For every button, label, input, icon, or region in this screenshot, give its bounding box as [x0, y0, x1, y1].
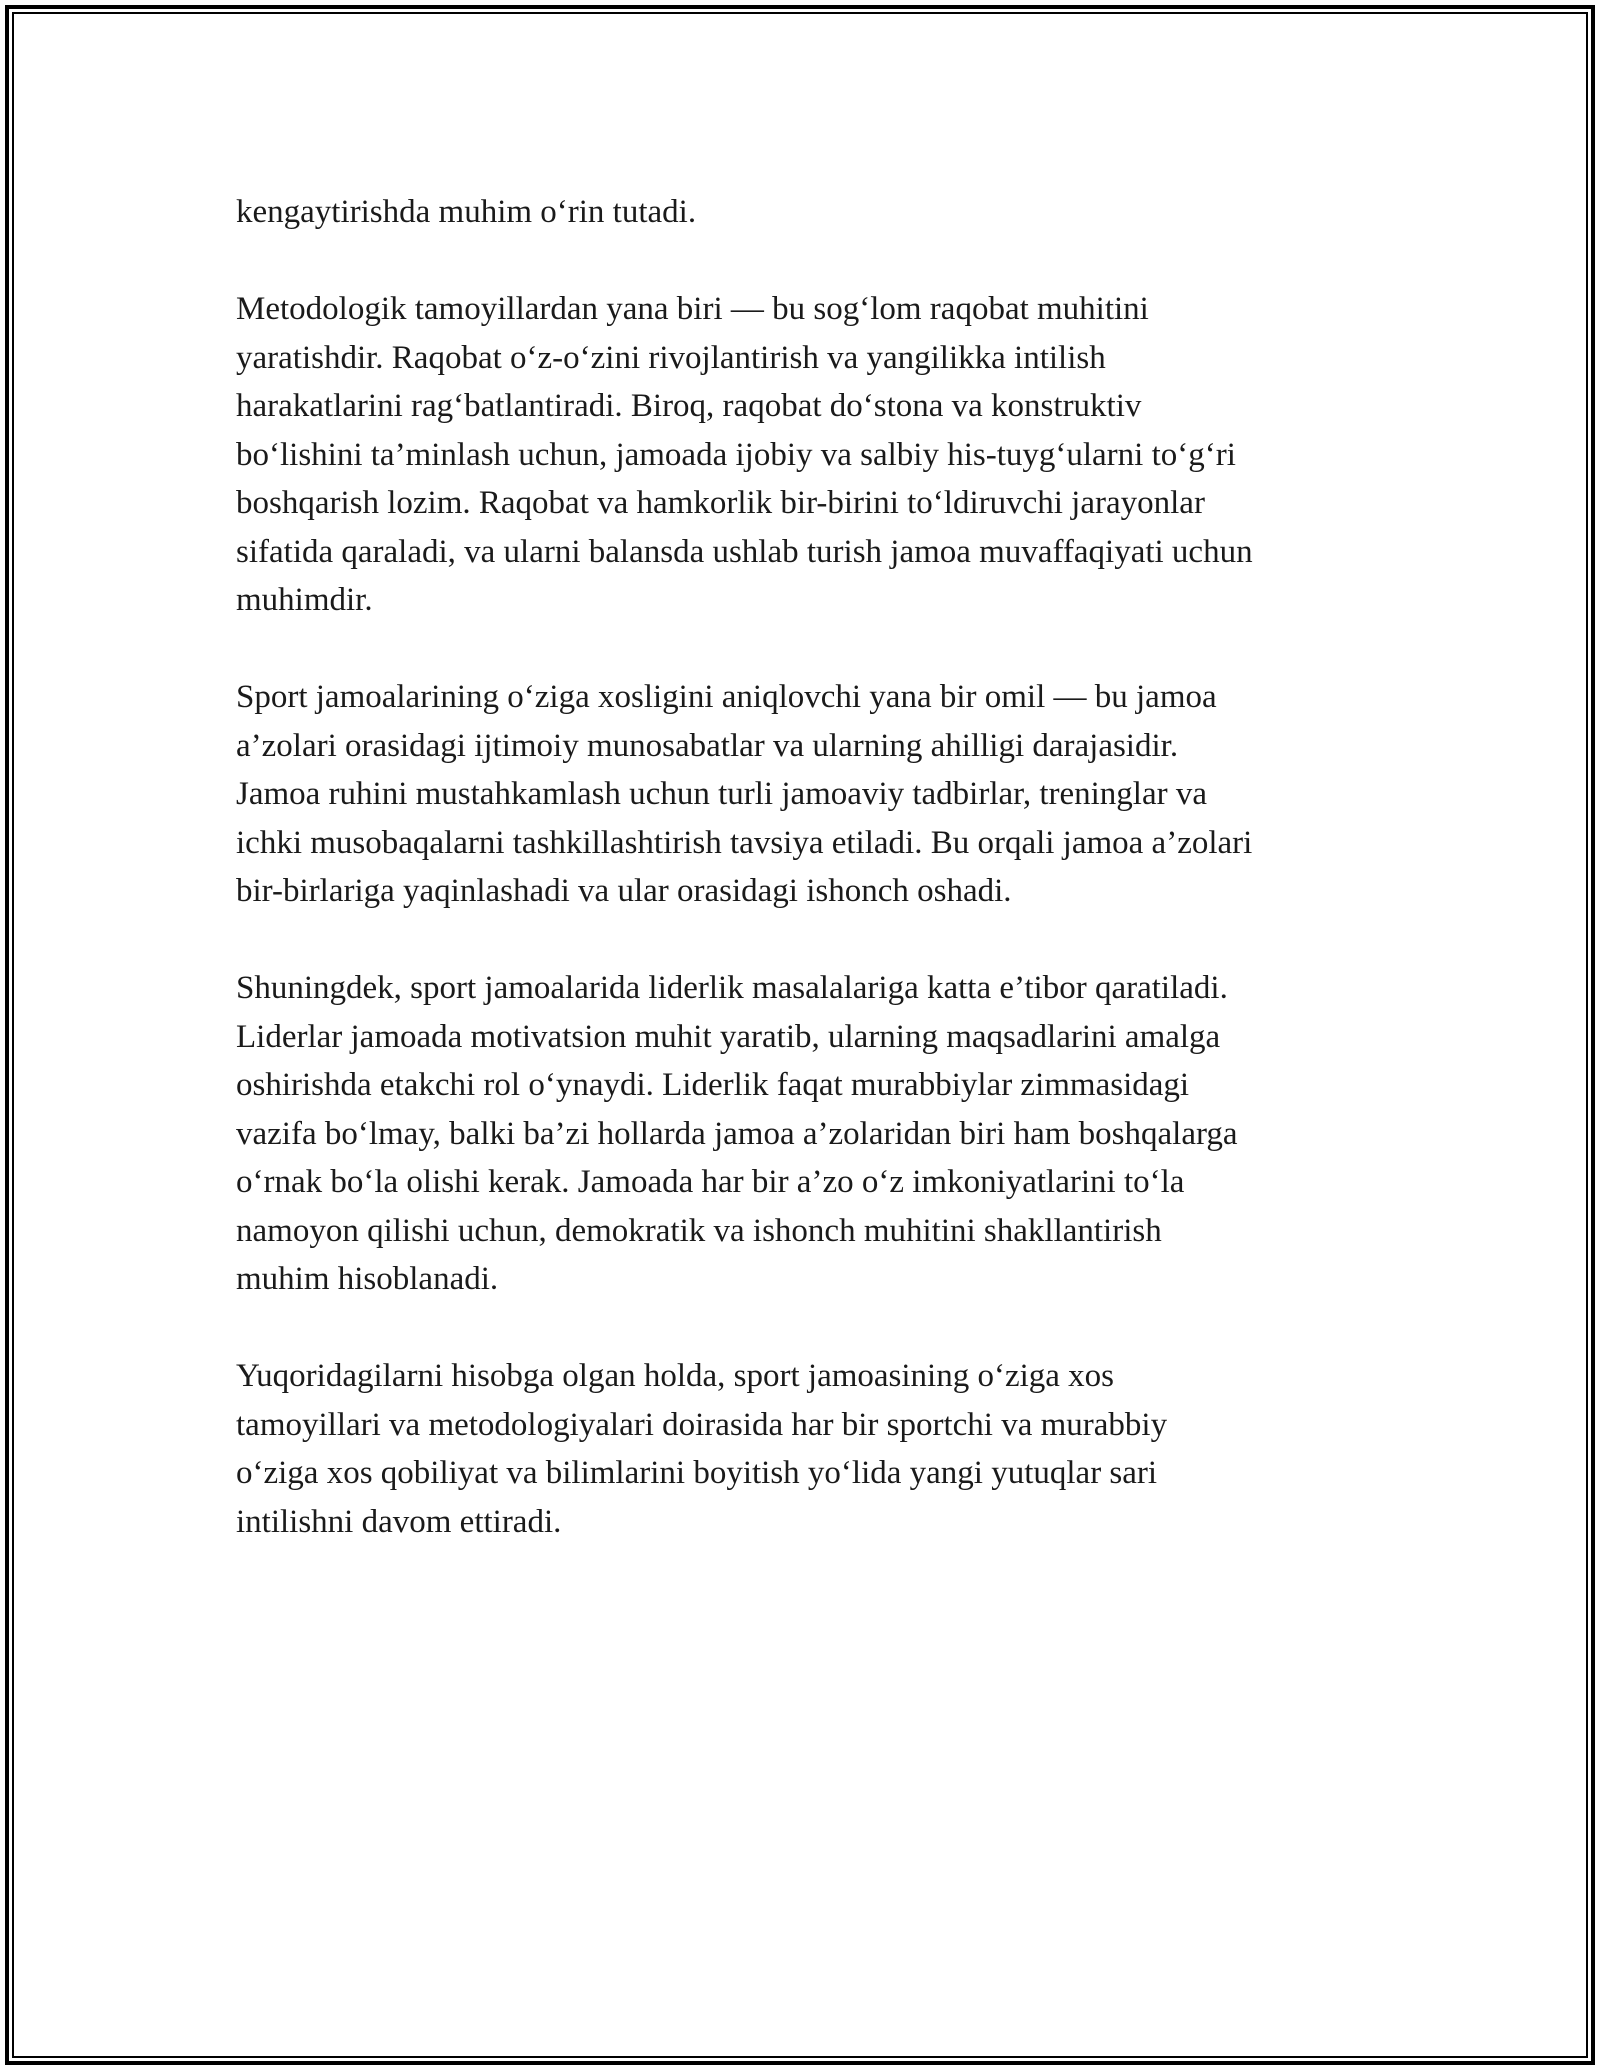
text-line: Liderlar jamoada motivatsion muhit yaratib, ularning maqsadlarini amalga	[236, 1018, 1221, 1055]
text-line: namoyon qilishi uchun, demokratik va ishonch muhitini shakllantirish	[236, 1212, 1162, 1249]
paragraph-5	[236, 1352, 1386, 1546]
text-line: kengaytirishda muhim o‘rin tutadi.	[236, 194, 697, 230]
text-line: muhim hisoblanadi.	[236, 1261, 499, 1297]
paragraph-1	[236, 188, 1386, 237]
text-line: Shuningdek, sport jamoalarida liderlik masalalariga katta e’tibor qaratiladi.	[236, 970, 1228, 1006]
text-line: Sport jamoalarining o‘ziga xosligini aniqlovchi yana bir omil — bu jamoa	[236, 679, 1217, 715]
text-line: Jamoa ruhini mustahkamlash uchun turli jamoaviy tadbirlar, treninglar va	[236, 776, 1208, 812]
text-line: tamoyillari va metodologiyalari doirasida har bir sportchi va murabbiy	[236, 1406, 1168, 1443]
text-line: o‘rnak bo‘la olishi kerak. Jamoada har bir a’zo o‘z imkoniyatlarini to‘la	[236, 1164, 1185, 1200]
text-line: bir-birlariga yaqinlashadi va ular orasidagi ishonch oshadi.	[236, 873, 1012, 909]
text-line: Yuqoridagilarni hisobga olgan holda, sport jamoasining o‘ziga xos	[236, 1358, 1115, 1394]
paragraph-2	[236, 285, 1386, 625]
text-line: bo‘lishini ta’minlash uchun, jamoada ijobiy va salbiy his-tuyg‘ularni to‘g‘ri	[236, 436, 1236, 473]
text-line: boshqarish lozim. Raqobat va hamkorlik bir-birini to‘ldiruvchi jarayonlar	[236, 485, 1205, 521]
text-line: muhimdir.	[236, 582, 373, 618]
text-line: sifatida qaraladi, va ularni balansda ushlab turish jamoa muvaffaqiyati uchun	[236, 533, 1253, 570]
text-line: oshirishda etakchi rol o‘ynaydi. Liderlik faqat murabbiylar zimmasidagi	[236, 1067, 1190, 1103]
text-line: ichki musobaqalarni tashkillashtirish tavsiya etiladi. Bu orqali jamoa a’zolari	[236, 824, 1253, 861]
document-body	[236, 188, 1386, 1595]
text-line: vazifa bo‘lmay, balki ba’zi hollarda jamoa a’zolaridan biri ham boshqalarga	[236, 1115, 1238, 1152]
text-line: Metodologik tamoyillardan yana biri — bu sog‘lom raqobat muhitini	[236, 291, 1149, 327]
text-line: a’zolari orasidagi ijtimoiy munosabatlar va ularning ahilligi darajasidir.	[236, 727, 1179, 764]
paragraph-3	[236, 673, 1386, 916]
text-line: harakatlarini rag‘batlantiradi. Biroq, raqobat do‘stona va konstruktiv	[236, 388, 1142, 424]
text-line: intilishni davom ettiradi.	[236, 1503, 562, 1540]
text-line: o‘ziga xos qobiliyat va bilimlarini boyitish yo‘lida yangi yutuqlar sari	[236, 1455, 1158, 1491]
text-line: yaratishdir. Raqobat o‘z-o‘zini rivojlantirish va yangilikka intilish	[236, 339, 1106, 376]
paragraph-4	[236, 964, 1386, 1304]
